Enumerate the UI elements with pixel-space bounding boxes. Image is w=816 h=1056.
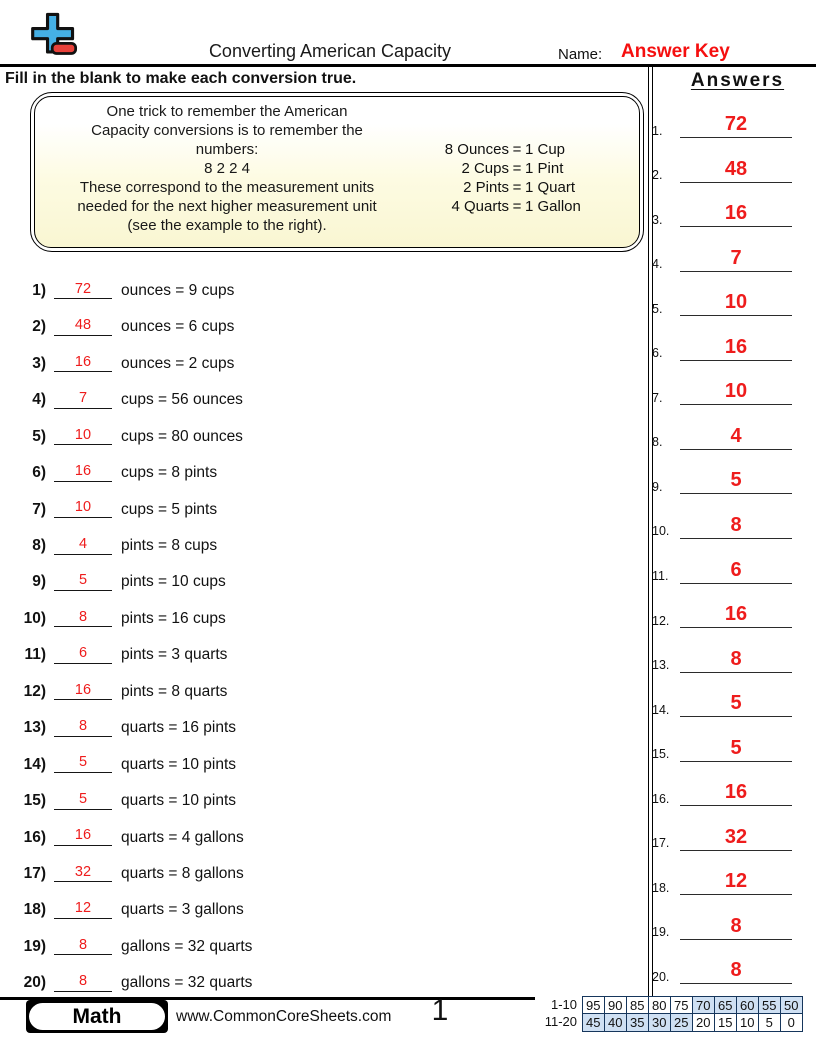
problem-row: [18, 336, 628, 372]
problem-row: [18, 555, 628, 591]
answers-heading: Answers: [690, 70, 785, 91]
score-cell: 25: [670, 1013, 694, 1032]
answer-row: [652, 450, 796, 495]
problem-text: cups = 5 pints: [121, 500, 218, 518]
score-row-label: 1-10: [550, 997, 577, 1012]
problem-number: 7): [32, 500, 46, 518]
score-row-1-10: [535, 996, 803, 1015]
instructions-text: Fill in the blank to make each conversion true.: [5, 70, 357, 87]
answer-blank: [54, 972, 112, 992]
problem-number: 16): [23, 828, 46, 846]
conversion-row: [433, 178, 613, 197]
answer-value: 4: [730, 424, 742, 447]
answer-value: 5: [730, 736, 742, 759]
answer-value: 5: [730, 692, 742, 715]
answer-line: [680, 469, 792, 494]
answer-row: [652, 361, 796, 406]
answer-value: 16: [724, 335, 748, 358]
score-row-11-20: [535, 1013, 803, 1032]
answer-value: 5: [730, 469, 742, 492]
problem-text: quarts = 4 gallons: [121, 828, 244, 846]
answer-value: 10: [724, 291, 748, 314]
problem-number: 4): [32, 391, 46, 409]
score-cell: 85: [626, 996, 650, 1015]
conversion-result: 1 Quart: [525, 179, 576, 196]
answer-number: 2.: [652, 168, 663, 183]
answer-blank: [54, 717, 112, 737]
problem-text: cups = 8 pints: [121, 464, 218, 482]
answer-number: 6.: [652, 346, 663, 361]
answer-line: [680, 291, 792, 316]
answer-line: [680, 826, 792, 851]
answer-value: 10: [724, 380, 748, 403]
answer-row: [652, 316, 796, 361]
answer-blank: [54, 644, 112, 664]
problem-number: 12): [23, 682, 46, 700]
answer-blank: [54, 535, 112, 555]
answer-row: [652, 940, 796, 985]
plus-minus-logo-icon: [28, 5, 78, 68]
answer-row: [652, 628, 796, 673]
problem-text: cups = 56 ounces: [121, 391, 243, 409]
equals-sign: =: [512, 198, 522, 215]
score-cell: 70: [692, 996, 716, 1015]
answer-row: [652, 673, 796, 718]
answer-number: 8.: [652, 435, 663, 450]
answer-row: [652, 183, 796, 228]
page-title: Converting American Capacity: [208, 41, 452, 61]
problem-text: cups = 80 ounces: [121, 427, 243, 445]
problem-text: quarts = 10 pints: [121, 792, 237, 810]
answer-blank: [54, 863, 112, 883]
answer-number: 1.: [652, 123, 663, 138]
answer-line: [680, 336, 792, 361]
answer-number: 3.: [652, 212, 663, 227]
answer-row: [652, 539, 796, 584]
info-outro: These correspond to the measurement units needed for the next higher measurement unit (see the example to the right).: [77, 179, 377, 234]
score-row-label: 11-20: [544, 1014, 577, 1030]
problem-text: ounces = 9 cups: [121, 281, 235, 299]
answer-number: 19.: [652, 925, 670, 940]
answer-number: 12.: [652, 613, 670, 628]
score-cell: 60: [736, 996, 760, 1015]
answer-number: 4.: [652, 257, 663, 272]
blank-answer-value: 16: [74, 827, 92, 844]
score-cell: 20: [692, 1013, 716, 1032]
answer-number: 5.: [652, 301, 663, 316]
answer-number: 16.: [652, 791, 670, 806]
conversion-result: 1 Gallon: [525, 198, 581, 215]
score-cell: 0: [780, 1013, 804, 1032]
problem-number: 20): [23, 974, 46, 992]
problem-number: 9): [32, 573, 46, 591]
problem-number: 6): [32, 464, 46, 482]
answer-blank: [54, 280, 112, 300]
answer-line: [680, 514, 792, 539]
problem-row: [18, 445, 628, 481]
blank-answer-value: 10: [74, 499, 92, 516]
problem-number: 5): [32, 427, 46, 445]
answer-line: [680, 781, 792, 806]
problem-text: quarts = 3 gallons: [121, 901, 244, 919]
conversion-row: [433, 140, 613, 159]
problem-number: 19): [23, 937, 46, 955]
answer-line: [680, 870, 792, 895]
conversion-amount: 2 Cups: [461, 160, 509, 177]
problem-text: ounces = 6 cups: [121, 318, 235, 336]
answer-value: 16: [724, 202, 748, 225]
answer-line: [680, 425, 792, 450]
score-cell: 95: [582, 996, 606, 1015]
conversion-amount: 8 Ounces: [444, 141, 509, 158]
answer-line: [680, 202, 792, 227]
problem-row: [18, 372, 628, 408]
problem-row: [18, 773, 628, 809]
answer-number: 11.: [652, 569, 669, 584]
answer-line: [680, 737, 792, 762]
answer-value: 6: [730, 558, 742, 581]
problem-text: gallons = 32 quarts: [121, 937, 253, 955]
answer-row: [652, 895, 796, 940]
conversion-row: [433, 159, 613, 178]
answer-number: 9.: [652, 479, 663, 494]
answer-row: [652, 94, 796, 139]
score-cell: 80: [648, 996, 672, 1015]
equals-sign: =: [512, 179, 522, 196]
answer-value: 8: [730, 647, 742, 670]
score-cell: 75: [670, 996, 694, 1015]
answer-line: [680, 559, 792, 584]
score-cell: 50: [780, 996, 804, 1015]
answer-row: [652, 227, 796, 272]
answer-value: 8: [730, 959, 742, 982]
answer-number: 15.: [652, 747, 670, 762]
problem-row: [18, 737, 628, 773]
problem-text: pints = 16 cups: [121, 609, 226, 627]
answer-row: [652, 272, 796, 317]
score-cell: 15: [714, 1013, 738, 1032]
answer-value: 8: [730, 513, 742, 536]
problem-number: 3): [32, 354, 46, 372]
answer-value: 12: [724, 870, 748, 893]
answer-blank: [54, 426, 112, 446]
conversion-result: 1 Pint: [525, 160, 564, 177]
answer-row: [652, 494, 796, 539]
answer-blank: [54, 753, 112, 773]
problem-row: [18, 846, 628, 882]
info-box: [30, 92, 644, 252]
problem-number: 14): [23, 755, 46, 773]
blank-answer-value: 10: [74, 426, 92, 443]
equals-sign: =: [512, 160, 522, 177]
problem-text: quarts = 16 pints: [121, 719, 237, 737]
blank-answer-value: 8: [78, 718, 88, 735]
answer-blank: [54, 316, 112, 336]
answer-row: [652, 717, 796, 762]
problem-number: 10): [23, 609, 46, 627]
answer-blank: [54, 826, 112, 846]
score-cell: 40: [604, 1013, 628, 1032]
name-label: Name:: [558, 46, 603, 63]
problems-list: [18, 263, 628, 992]
answer-number: 17.: [652, 836, 670, 851]
answer-row: [652, 138, 796, 183]
score-cell: 30: [648, 1013, 672, 1032]
answer-blank: [54, 936, 112, 956]
problem-row: [18, 810, 628, 846]
subject-label: Math: [29, 1003, 165, 1030]
equals-sign: =: [512, 141, 522, 158]
problem-number: 1): [32, 281, 46, 299]
answer-key-text: Answer Key: [621, 41, 730, 62]
problem-row: [18, 955, 628, 991]
problem-row: [18, 919, 628, 955]
answer-number: 18.: [652, 880, 670, 895]
conversion-table: [433, 140, 613, 216]
website-url: www.CommonCoreSheets.com: [176, 1008, 392, 1025]
answer-value: 8: [730, 914, 742, 937]
answers-list: [652, 94, 796, 985]
problem-row: [18, 299, 628, 335]
score-cell: 35: [626, 1013, 650, 1032]
problem-row: [18, 664, 628, 700]
answer-value: 7: [730, 246, 742, 269]
problem-row: [18, 882, 628, 918]
blank-answer-value: 5: [78, 790, 88, 807]
answer-number: 14.: [652, 702, 670, 717]
answer-line: [680, 959, 792, 984]
answer-line: [680, 113, 792, 138]
answer-blank: [54, 353, 112, 373]
answer-blank: [54, 790, 112, 810]
blank-answer-value: 6: [78, 645, 88, 662]
blank-answer-value: 8: [78, 973, 88, 990]
answer-value: 32: [724, 825, 748, 848]
problem-row: [18, 518, 628, 554]
conversion-amount: 4 Quarts: [451, 198, 509, 215]
score-cell: 55: [758, 996, 782, 1015]
answer-blank: [54, 498, 112, 518]
problem-number: 17): [23, 864, 46, 882]
problem-number: 8): [32, 537, 46, 554]
header-divider-line: [0, 64, 816, 67]
answer-row: [652, 851, 796, 896]
answer-line: [680, 380, 792, 405]
answer-number: 20.: [652, 969, 670, 984]
answer-line: [680, 603, 792, 628]
answer-line: [680, 692, 792, 717]
blank-answer-value: 4: [78, 535, 88, 552]
answer-row: [652, 584, 796, 629]
answer-line: [680, 247, 792, 272]
score-cell: 65: [714, 996, 738, 1015]
blank-answer-value: 5: [78, 754, 88, 771]
blank-answer-value: 5: [78, 572, 88, 589]
problem-number: 11): [24, 646, 46, 664]
score-table: [535, 996, 803, 1032]
conversion-row: [433, 197, 613, 216]
answer-line: [680, 648, 792, 673]
answer-value: 16: [724, 781, 748, 804]
problem-number: 2): [32, 318, 46, 336]
info-numbers: 8 2 2 4: [204, 160, 250, 177]
answer-blank: [54, 571, 112, 591]
blank-answer-value: 72: [74, 280, 92, 297]
problem-row: [18, 700, 628, 736]
answer-row: [652, 405, 796, 450]
answer-value: 48: [724, 157, 748, 180]
answer-line: [680, 158, 792, 183]
conversion-amount: 2 Pints: [463, 179, 509, 196]
score-cell: 5: [758, 1013, 782, 1032]
answer-blank: [54, 899, 112, 919]
problem-text: pints = 8 cups: [121, 537, 218, 554]
conversion-result: 1 Cup: [525, 141, 566, 158]
problem-text: ounces = 2 cups: [121, 354, 235, 372]
problem-row: [18, 409, 628, 445]
problem-text: pints = 3 quarts: [121, 646, 228, 664]
blank-answer-value: 12: [74, 900, 92, 917]
problem-text: quarts = 10 pints: [121, 755, 237, 773]
blank-answer-value: 16: [74, 353, 92, 370]
problem-text: gallons = 32 quarts: [121, 974, 253, 992]
problem-number: 13): [23, 719, 46, 737]
score-cell: 45: [582, 1013, 606, 1032]
answer-value: 16: [724, 603, 748, 626]
problem-row: [18, 627, 628, 663]
answer-blank: [54, 681, 112, 701]
answer-blank: [54, 608, 112, 628]
problem-text: pints = 10 cups: [121, 573, 226, 591]
answer-blank: [54, 462, 112, 482]
problem-row: [18, 482, 628, 518]
answer-number: 13.: [652, 658, 670, 673]
problem-number: 15): [23, 792, 46, 810]
answer-row: [652, 762, 796, 807]
blank-answer-value: 32: [74, 863, 92, 880]
answer-number: 10.: [652, 524, 670, 539]
info-intro: One trick to remember the American Capacity conversions is to remember the numbers:: [91, 103, 363, 158]
score-cell: 10: [736, 1013, 760, 1032]
problem-text: pints = 8 quarts: [121, 682, 228, 700]
problem-row: [18, 263, 628, 299]
answer-number: 7.: [652, 390, 663, 405]
score-cell: 90: [604, 996, 628, 1015]
info-box-inner: [34, 96, 640, 248]
answer-line: [680, 915, 792, 940]
blank-answer-value: 16: [74, 462, 92, 479]
info-box-text: [77, 102, 377, 235]
answer-row: [652, 806, 796, 851]
blank-answer-value: 8: [78, 608, 88, 625]
problem-text: quarts = 8 gallons: [121, 864, 244, 882]
blank-answer-value: 16: [74, 681, 92, 698]
page-number: 1: [431, 994, 449, 1027]
answer-blank: [54, 389, 112, 409]
subject-badge: [26, 1000, 168, 1033]
blank-answer-value: 48: [74, 317, 92, 334]
problem-row: [18, 591, 628, 627]
blank-answer-value: 7: [78, 390, 88, 407]
blank-answer-value: 8: [78, 936, 88, 953]
problem-number: 18): [23, 901, 46, 919]
answer-value: 72: [724, 113, 748, 136]
